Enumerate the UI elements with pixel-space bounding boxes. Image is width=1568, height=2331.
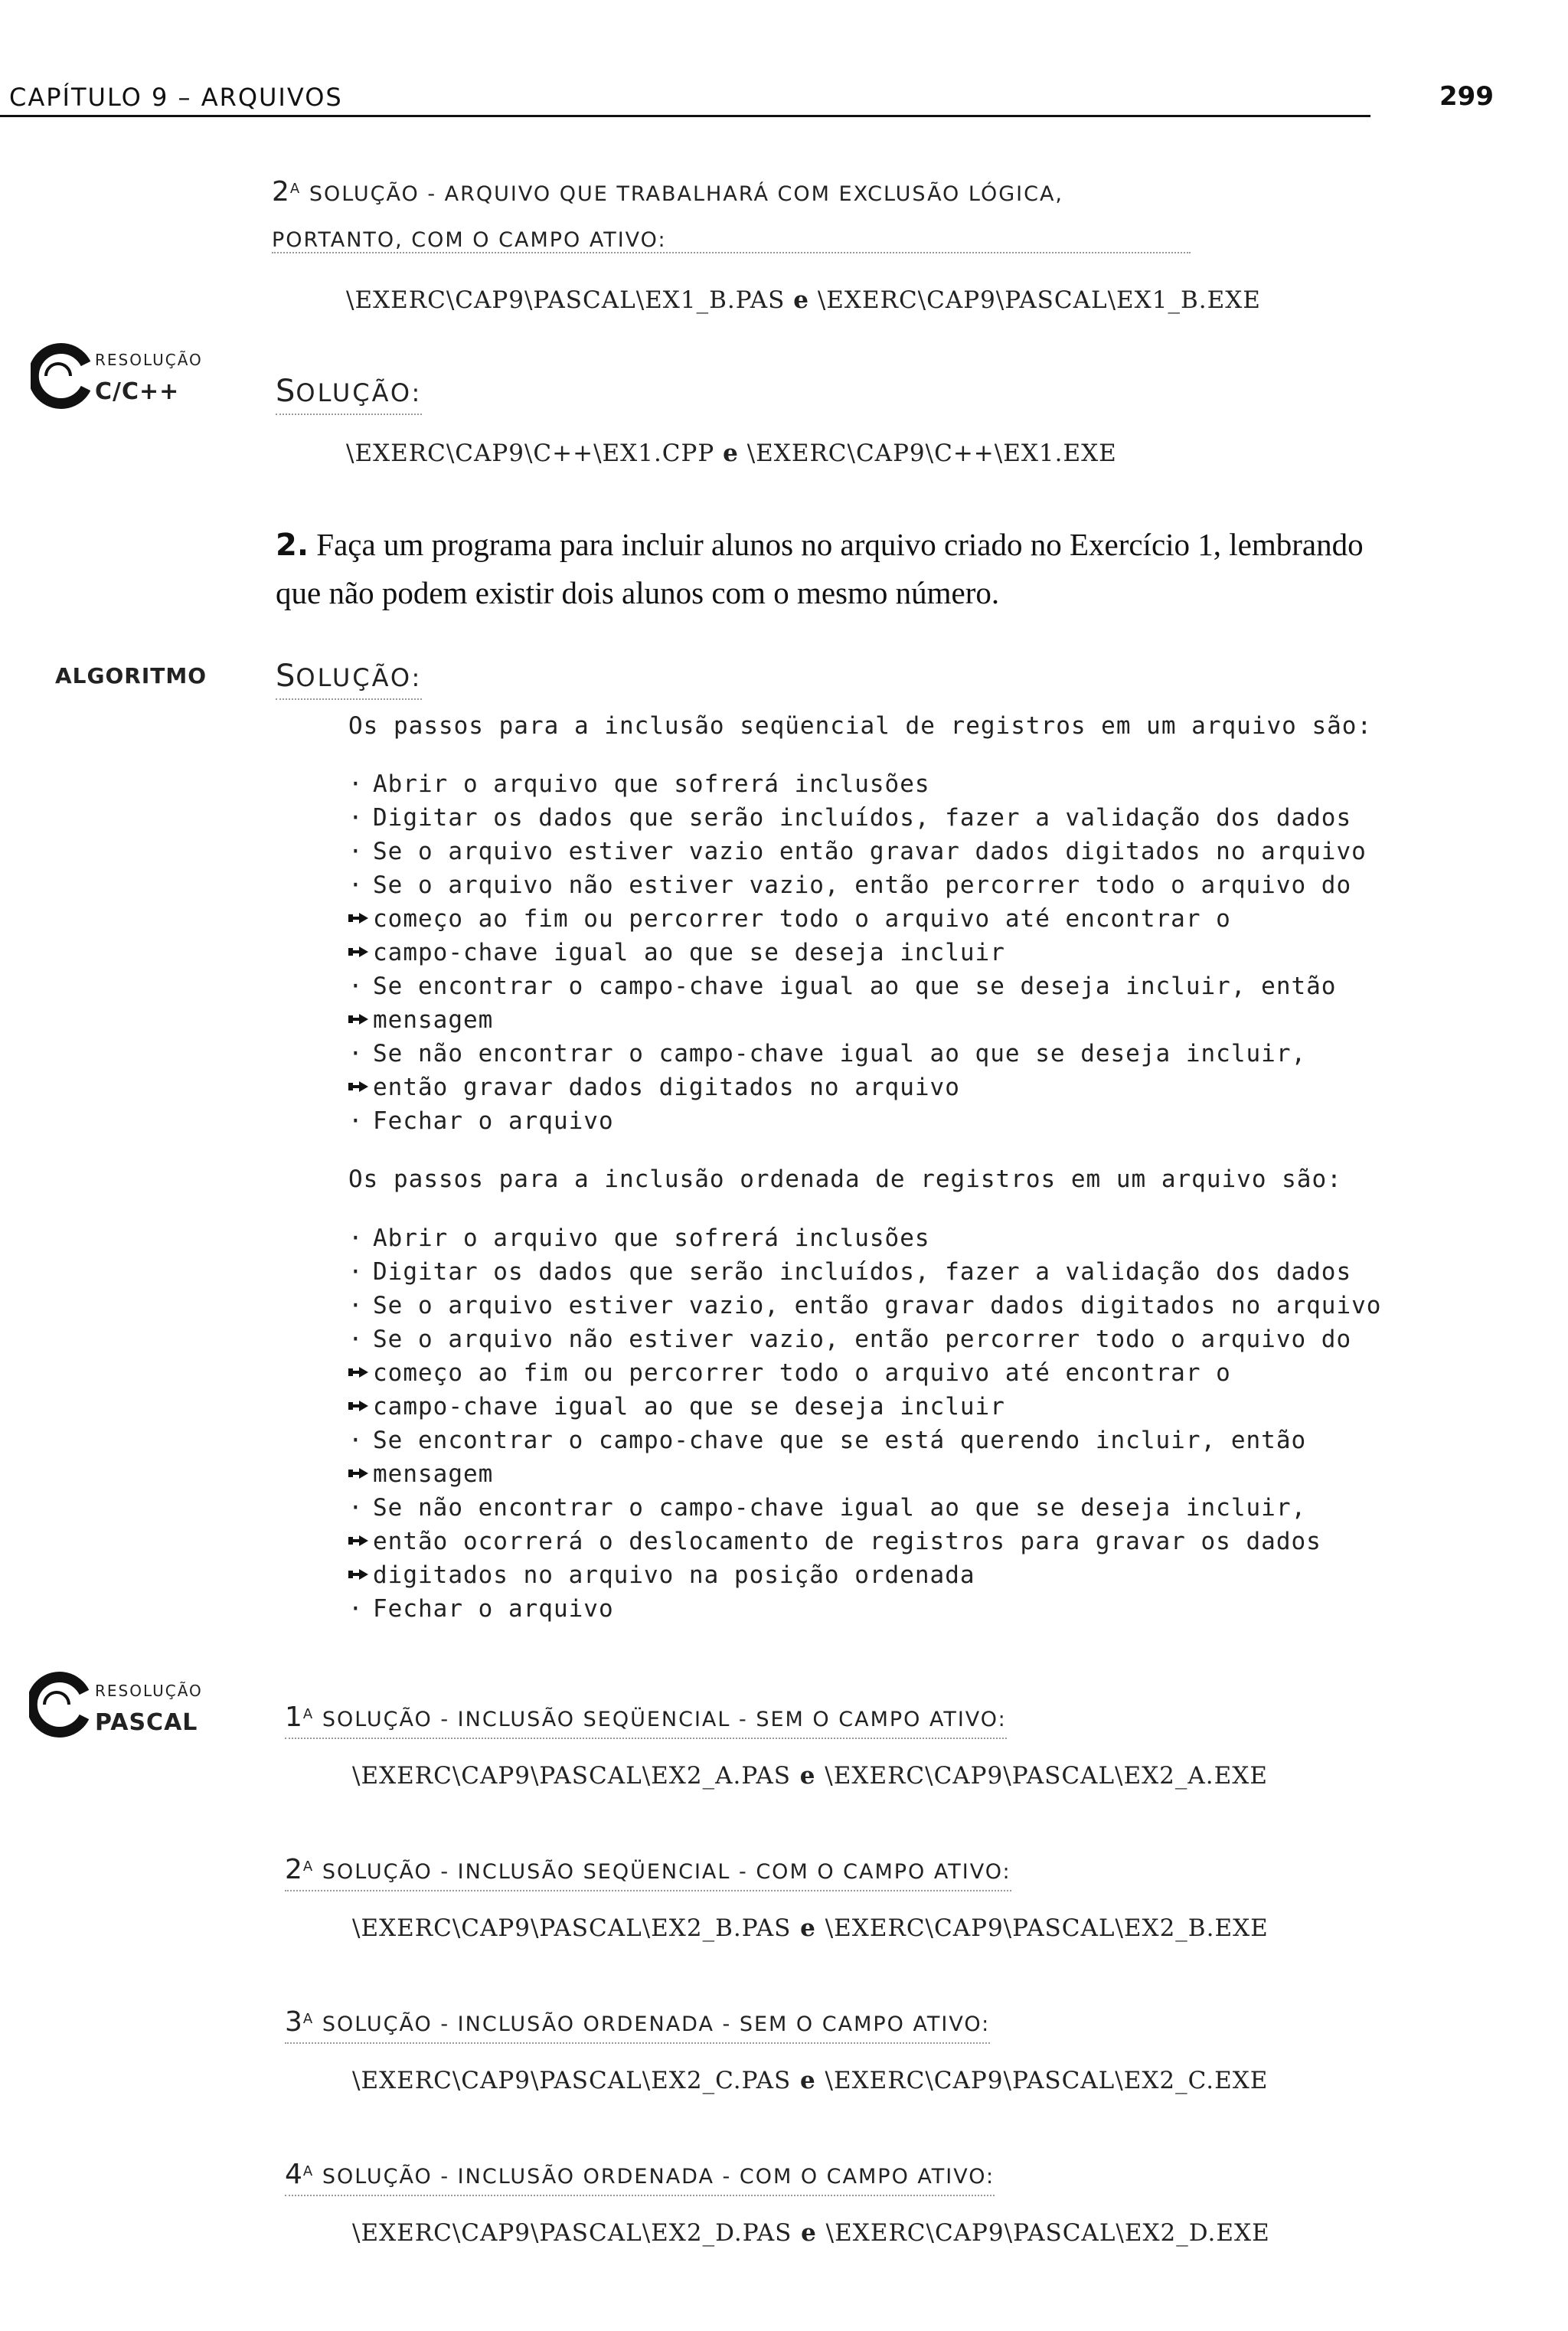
list-item: [348, 1424, 1381, 1457]
solution-sup: A: [302, 2011, 315, 2027]
list-item: [348, 1457, 1381, 1491]
bullet-marker: ·: [348, 1107, 364, 1135]
list-item-text: Se não encontrar o campo-chave igual ao que se deseja incluir,: [373, 1494, 1307, 1522]
list-item-text: campo-chave igual ao que se deseja incluir: [373, 1393, 1005, 1421]
file-exe: \EXERC\CAP9\PASCAL\EX2_C.EXE: [825, 2067, 1269, 2094]
solution-title: SOLUÇÃO - INCLUSÃO SEQÜENCIAL - SEM O CAMPO ATIVO:: [322, 1708, 1007, 1731]
algoritmo-solucao-label: [276, 659, 422, 700]
solution-number: 1: [285, 1702, 303, 1733]
resolucao-logo-icon: [29, 1669, 90, 1738]
file-pas: \EXERC\CAP9\PASCAL\EX2_B.PAS: [352, 1914, 792, 1942]
list-item: [348, 1525, 1381, 1558]
list-item: [348, 1558, 1381, 1592]
header-rule: [0, 115, 1370, 117]
continuation-marker: [348, 1525, 373, 1558]
arrow-icon: [348, 946, 368, 957]
bullet-marker: ·: [348, 871, 364, 899]
list-item-text: Se encontrar o campo-chave igual ao que se deseja incluir, então: [373, 973, 1337, 1000]
continuation-marker: [348, 1457, 373, 1491]
intro-sequencial: Os passos para a inclusão seqüencial de registros em um arquivo são:: [348, 712, 1373, 740]
solucao-initial: S: [276, 659, 296, 694]
list-item-text: Se o arquivo estiver vazio então gravar dados digitados no arquivo: [373, 838, 1367, 865]
file-exe: \EXERC\CAP9\PASCAL\EX1_B.EXE: [817, 286, 1261, 314]
pascal-solution: [285, 2159, 1433, 2311]
list-item-text: então gravar dados digitados no arquivo: [373, 1074, 960, 1101]
bullet-marker: ·: [348, 838, 364, 865]
pascal-solution-files: [352, 1914, 1433, 1942]
arrow-icon: [348, 1081, 368, 1092]
chapter-title: CAPÍTULO 9 – ARQUIVOS: [9, 83, 343, 112]
list-item: [348, 1104, 1367, 1138]
list-item: [348, 936, 1367, 969]
bullet-marker: ·: [348, 973, 364, 1000]
list-item-text: Se o arquivo estiver vazio, então gravar dados digitados no arquivo: [373, 1292, 1382, 1319]
pascal-solution-files: [352, 1762, 1433, 1790]
cpp-files: [346, 440, 1117, 467]
solution-title: SOLUÇÃO - INCLUSÃO ORDENADA - COM O CAMPO ATIVO:: [322, 2165, 995, 2189]
file-exe: \EXERC\CAP9\PASCAL\EX2_B.EXE: [825, 1914, 1269, 1942]
bullet-marker: ·: [348, 1427, 364, 1454]
file-pas: \EXERC\CAP9\PASCAL\EX2_A.PAS: [352, 1762, 791, 1790]
list-item-text: Fechar o arquivo: [373, 1595, 614, 1623]
list-item-text: começo ao fim ou percorrer todo o arquivo até encontrar o: [373, 1359, 1231, 1387]
continuation-marker: [348, 936, 373, 969]
pascal-solution-heading: [285, 1854, 1011, 1891]
continuation-marker: [348, 1558, 373, 1592]
question2: [276, 521, 1364, 616]
file-pas: \EXERC\CAP9\PASCAL\EX2_C.PAS: [352, 2067, 792, 2094]
cpp-solucao-label: [276, 374, 422, 415]
question2-line2: que não podem existir dois alunos com o mesmo número.: [276, 575, 1000, 610]
solucao-initial: S: [276, 374, 296, 409]
bullet-marker: ·: [348, 1595, 364, 1623]
list-item-text: digitados no arquivo na posição ordenada: [373, 1561, 975, 1589]
sequencial-steps: [348, 767, 1367, 1138]
list-item: [348, 868, 1367, 902]
ordenada-steps: [348, 1221, 1381, 1626]
list-item-text: mensagem: [373, 1006, 494, 1034]
pascal-solution: [285, 1854, 1433, 2006]
file-sep: e: [790, 1762, 825, 1790]
list-item-text: Se não encontrar o campo-chave igual ao que se deseja incluir,: [373, 1040, 1307, 1067]
bullet-marker: ·: [348, 1326, 364, 1353]
pascal-solution-files: [352, 2219, 1433, 2247]
solution-sup: A: [302, 1859, 315, 1875]
arrow-icon: [348, 1569, 368, 1580]
solution-number: 2: [285, 1854, 303, 1885]
list-item: [348, 1356, 1381, 1390]
resolucao-cpp-big: C/C++: [95, 378, 180, 405]
list-item: [348, 1255, 1381, 1289]
list-item-text: Se o arquivo não estiver vazio, então percorrer todo o arquivo do: [373, 871, 1352, 899]
list-item: [348, 767, 1367, 801]
list-item-text: Abrir o arquivo que sofrerá inclusões: [373, 1224, 930, 1252]
bullet-marker: ·: [348, 1494, 364, 1522]
list-item: [348, 1003, 1367, 1037]
list-item: [348, 969, 1367, 1003]
pascal-solution-heading: [285, 1702, 1007, 1739]
arrow-icon: [348, 1401, 368, 1411]
arrow-icon: [348, 1014, 368, 1025]
solution-number: 2: [272, 176, 290, 208]
solucao-rest: OLUÇÃO:: [296, 663, 423, 692]
list-item-text: Se encontrar o campo-chave que se está querendo incluir, então: [373, 1427, 1307, 1454]
list-item: [348, 1037, 1367, 1071]
list-item-text: mensagem: [373, 1460, 494, 1488]
question-text-1: Faça um programa para incluir alunos no arquivo criado no Exercício 1, lembrando: [316, 527, 1364, 562]
file-exe: \EXERC\CAP9\C++\EX1.EXE: [746, 440, 1117, 467]
file-sep: e: [793, 286, 809, 314]
list-item: [348, 1289, 1381, 1322]
list-item-text: Se o arquivo não estiver vazio, então percorrer todo o arquivo do: [373, 1326, 1352, 1353]
list-item-text: Digitar os dados que serão incluídos, fazer a validação dos dados: [373, 804, 1352, 832]
resolucao-pascal-big: PASCAL: [95, 1709, 198, 1736]
continuation-marker: [348, 902, 373, 936]
solution-title: SOLUÇÃO - ARQUIVO QUE TRABALHARÁ COM EXCLUSÃO LÓGICA,: [309, 182, 1064, 206]
algoritmo-label: ALGORITMO: [55, 663, 207, 688]
list-item: [348, 1322, 1381, 1356]
file-sep: e: [723, 440, 739, 467]
section1-files: [346, 286, 1261, 314]
file-pas: \EXERC\CAP9\PASCAL\EX2_D.PAS: [352, 2219, 792, 2247]
bullet-marker: ·: [348, 1040, 364, 1067]
list-item-text: então ocorrerá o deslocamento de registros para gravar os dados: [373, 1528, 1321, 1555]
arrow-icon: [348, 1367, 368, 1378]
list-item-text: Fechar o arquivo: [373, 1107, 614, 1135]
list-item-text: começo ao fim ou percorrer todo o arquivo até encontrar o: [373, 905, 1231, 933]
solution-title: SOLUÇÃO - INCLUSÃO ORDENADA - SEM O CAMPO ATIVO:: [322, 2012, 991, 2036]
solution-sup: A: [289, 181, 302, 197]
file-sep: e: [792, 2219, 826, 2247]
pascal-solution-heading: [285, 2006, 990, 2044]
list-item: [348, 1491, 1381, 1525]
list-item: [348, 1592, 1381, 1626]
file-sep: e: [791, 1914, 825, 1942]
solution-sup: A: [302, 2163, 315, 2179]
pascal-solution-files: [352, 2067, 1433, 2094]
arrow-icon: [348, 1535, 368, 1546]
file-exe: \EXERC\CAP9\PASCAL\EX2_A.EXE: [825, 1762, 1268, 1790]
file-cpp: \EXERC\CAP9\C++\EX1.CPP: [346, 440, 715, 467]
solution-number: 3: [285, 2006, 303, 2038]
resolucao-pascal-small: RESOLUÇÃO: [95, 1682, 203, 1700]
question2-line1: [276, 521, 1364, 569]
resolucao-logo-icon: [31, 341, 92, 410]
intro-ordenada: Os passos para a inclusão ordenada de registros em um arquivo são:: [348, 1166, 1342, 1193]
solucao-rest: OLUÇÃO:: [296, 378, 423, 407]
arrow-icon: [348, 1468, 368, 1479]
bullet-marker: ·: [348, 804, 364, 832]
solution-sup: A: [302, 1706, 315, 1722]
question-number: 2.: [276, 528, 309, 563]
bullet-marker: ·: [348, 1224, 364, 1252]
list-item-text: campo-chave igual ao que se deseja incluir: [373, 939, 1005, 966]
page-number: 299: [1439, 81, 1494, 112]
file-sep: e: [791, 2067, 825, 2094]
list-item: [348, 835, 1367, 868]
arrow-icon: [348, 913, 368, 924]
bullet-marker: ·: [348, 1258, 364, 1286]
list-item: [348, 1390, 1381, 1424]
section1-heading-line1: [272, 176, 1063, 208]
bullet-marker: ·: [348, 770, 364, 798]
file-exe: \EXERC\CAP9\PASCAL\EX2_D.EXE: [825, 2219, 1270, 2247]
pascal-solution: [285, 1702, 1433, 1854]
continuation-marker: [348, 1390, 373, 1424]
file-pas: \EXERC\CAP9\PASCAL\EX1_B.PAS: [346, 286, 786, 314]
list-item: [348, 801, 1367, 835]
pascal-solutions: [285, 1702, 1433, 2311]
pascal-solution-heading: [285, 2159, 995, 2196]
list-item: [348, 902, 1367, 936]
bullet-marker: ·: [348, 1292, 364, 1319]
list-item: [348, 1071, 1367, 1104]
continuation-marker: [348, 1356, 373, 1390]
continuation-marker: [348, 1071, 373, 1104]
solution-number: 4: [285, 2159, 303, 2190]
continuation-marker: [348, 1003, 373, 1037]
list-item: [348, 1221, 1381, 1255]
resolucao-cpp-small: RESOLUÇÃO: [95, 351, 203, 369]
list-item-text: Digitar os dados que serão incluídos, fazer a validação dos dados: [373, 1258, 1352, 1286]
pascal-solution: [285, 2006, 1433, 2159]
section1-heading-line2: PORTANTO, COM O CAMPO ATIVO:: [272, 228, 1191, 253]
solution-title: SOLUÇÃO - INCLUSÃO SEQÜENCIAL - COM O CAMPO ATIVO:: [322, 1860, 1011, 1884]
list-item-text: Abrir o arquivo que sofrerá inclusões: [373, 770, 930, 798]
